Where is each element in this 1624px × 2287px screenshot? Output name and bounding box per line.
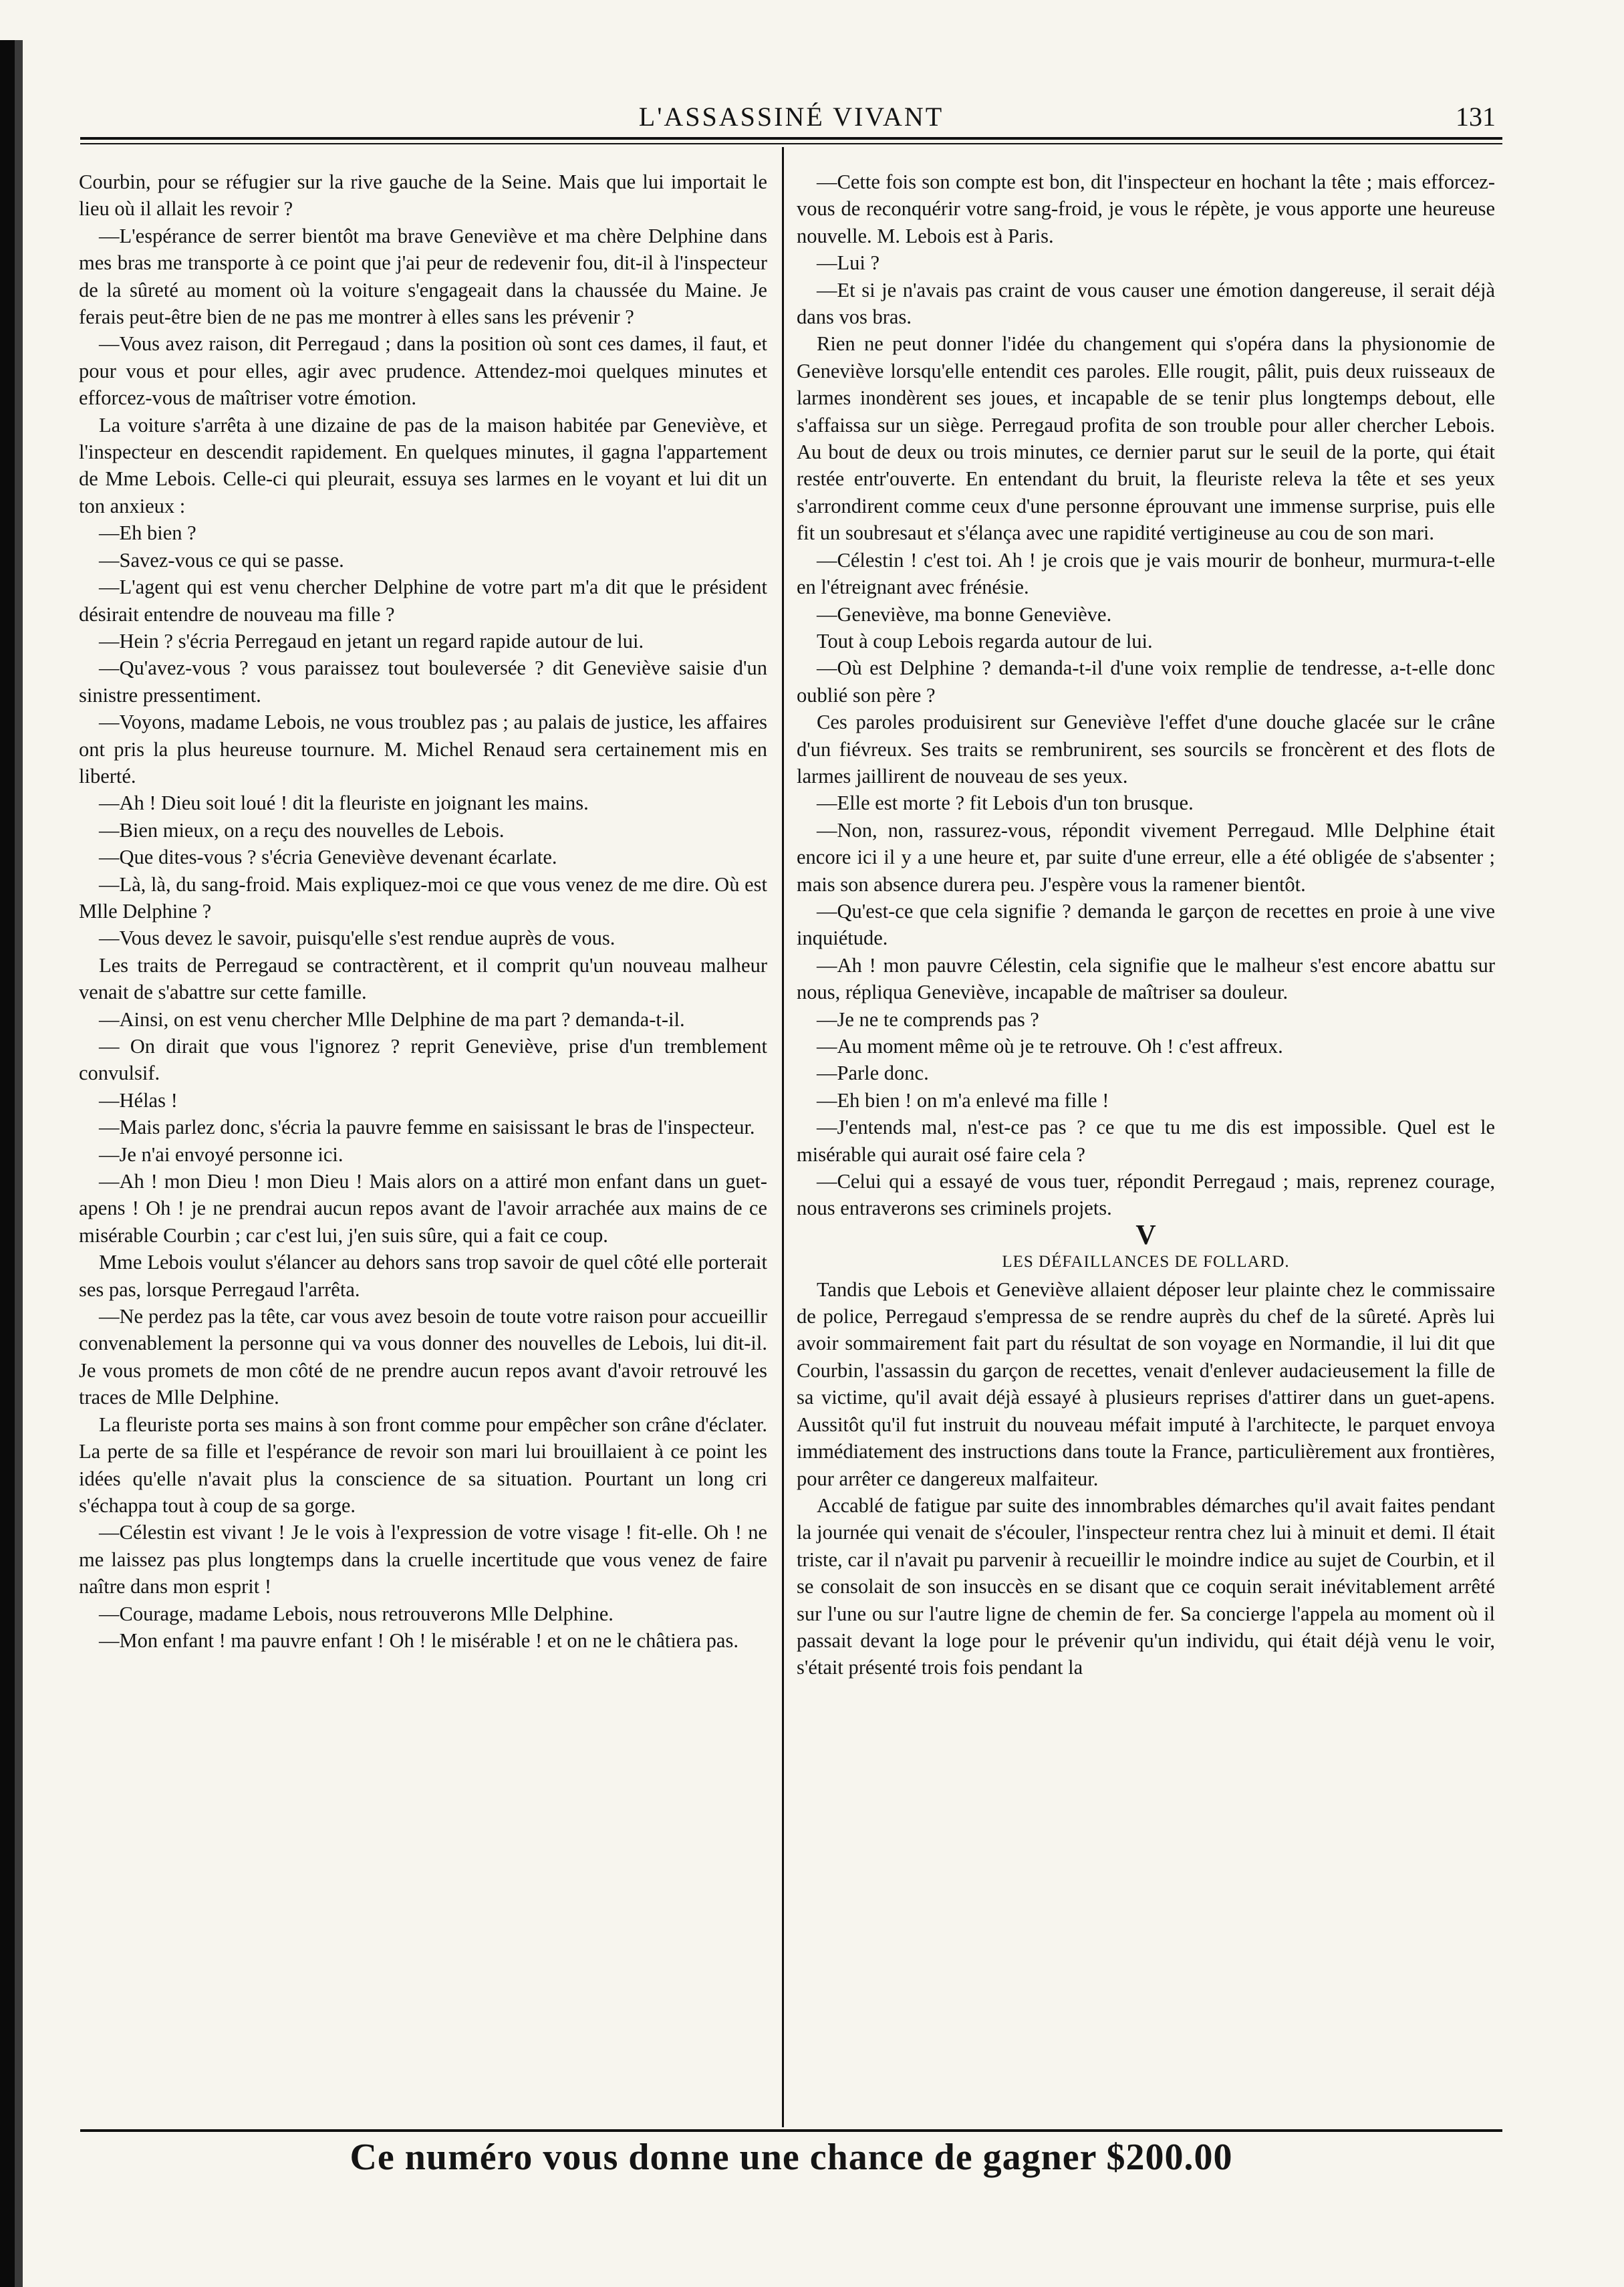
paragraph: La fleuriste porta ses mains à son front comme pour empêcher son crâne d'éclater. La perte de sa fille et l'espérance de revoir son mari lui brouillaient à ce point les idées qu'elle n'avait plus la conscience de sa situation. Pourtant un long cri s'échappa tout à coup de sa gorge. (79, 1413, 767, 1517)
paragraph: Mme Lebois voulut s'élancer au dehors sans trop savoir de quel côté elle porterait ses pas, lorsque Perregaud l'arrêta. (79, 1251, 767, 1301)
header-rule-thick (80, 137, 1502, 140)
paragraph: —J'entends mal, n'est-ce pas ? ce que tu me dis est impossible. Quel est le misérable qui aurait osé faire cela ? (797, 1116, 1495, 1166)
paragraph: —Ainsi, on est venu chercher Mlle Delphine de ma part ? demanda-t-il. (99, 1007, 685, 1031)
paragraph: —Ah ! mon pauvre Célestin, cela signifie que le malheur s'est encore abattu sur nous, répliqua Geneviève, incapable de maîtriser sa douleur. (797, 953, 1495, 1004)
running-header (80, 97, 1502, 137)
paragraph: —Elle est morte ? fit Lebois d'un ton brusque. (817, 792, 1194, 815)
paragraph: —Je ne te comprends pas ? (817, 1007, 1039, 1031)
page-number: 131 (1456, 102, 1496, 132)
chapter-number: V (1135, 1219, 1156, 1251)
paragraph: —Célestin ! c'est toi. Ah ! je crois que je vais mourir de bonheur, murmura-t-elle en l'étreignant avec frénésie. (797, 548, 1495, 599)
paragraph: —Je n'ai envoyé personne ici. (99, 1142, 344, 1166)
paragraph: —Mais parlez donc, s'écria la pauvre femme en saisissant le bras de l'inspecteur. (99, 1116, 755, 1139)
paragraph: —Savez-vous ce qui se passe. (99, 548, 344, 572)
paragraph: —Eh bien ! on m'a enlevé ma fille ! (817, 1088, 1109, 1112)
paragraph: —Bien mieux, on a reçu des nouvelles de Lebois. (99, 818, 505, 842)
paragraph: —Vous devez le savoir, puisqu'elle s'est rendue auprès de vous. (99, 927, 616, 950)
paragraph: —Là, là, du sang-froid. Mais expliquez-moi ce que vous venez de me dire. Où est Mlle Delphine ? (79, 872, 767, 923)
paragraph: —Où est Delphine ? demanda-t-il d'une voix remplie de tendresse, a-t-elle donc oublié son père ? (797, 656, 1495, 707)
paragraph: —Courage, madame Lebois, nous retrouverons Mlle Delphine. (99, 1602, 614, 1625)
paragraph: Tout à coup Lebois regarda autour de lui. (817, 629, 1153, 652)
paragraph: —Et si je n'avais pas craint de vous causer une émotion dangereuse, il serait déjà dans vos bras. (797, 278, 1495, 329)
paragraph: —Celui qui a essayé de vous tuer, répondit Perregaud ; mais, reprenez courage, nous entraverons ses criminels projets. (797, 1170, 1495, 1220)
left-column (79, 168, 767, 1654)
paragraph: —Voyons, madame Lebois, ne vous troublez pas ; au palais de justice, les affaires ont pris la plus heureuse tournure. M. Michel Renaud sera certainement mis en liberté. (79, 711, 767, 788)
paragraph: Tandis que Lebois et Geneviève allaient déposer leur plainte chez le commissaire de police, Perregaud s'empressa de se rendre auprès du chef de la sûreté. Après lui avoir sommairement fait part du résultat de son voyage en Normandie, il lui dit que Courbin, l'assassin du garçon de recettes, venait d'enlever audacieusement la fille de sa victime, qu'il avait déjà essayé à plusieurs reprises d'attirer dans un guet-apens. Aussitôt qu'il fut instruit du nouveau méfait imputé à l'architecte, le parquet envoya immédiatement des instructions dans toute la France, particulièrement aux frontières, pour arrêter ce dangereux malfaiteur. (797, 1278, 1495, 1490)
paragraph: —Eh bien ? (99, 521, 196, 545)
paragraph: La voiture s'arrêta à une dizaine de pas de la maison habitée par Geneviève, et l'inspecteur en descendit rapidement. En quelques minutes, il gagna l'appartement de Mme Lebois. Celle-ci qui pleurait, essuya ses larmes en le voyant et lui dit un ton anxieux : (79, 413, 767, 517)
paragraph: —Vous avez raison, dit Perregaud ; dans la position où sont ces dames, il faut, et pour vous et pour elles, agir avec prudence. Attendez-moi quelques minutes et efforcez-vous de maîtriser votre émotion. (79, 332, 767, 410)
paragraph: —Que dites-vous ? s'écria Geneviève devenant écarlate. (99, 846, 557, 869)
paragraph: —Ne perdez pas la tête, car vous avez besoin de toute votre raison pour accueillir convenablement la personne qui va vous donner des nouvelles de Lebois, lui dit-il. Je vous promets de mon côté de ne prendre aucun repos avant d'avoir retrouvé les traces de Mlle Delphine. (79, 1305, 767, 1409)
paragraph: —Ah ! Dieu soit loué ! dit la fleuriste en joignant les mains. (99, 792, 589, 815)
paragraph: —L'espérance de serrer bientôt ma brave Geneviève et ma chère Delphine dans mes bras me transporte à ce point que j'ai peur de redevenir fou, dit-il à l'inspecteur de la sûreté au moment où la voiture s'engageait dans la chaussée du Maine. Je ferais peut-être bien de ne pas me montrer à elles sans les prévenir ? (79, 224, 767, 329)
paragraph: — On dirait que vous l'ignorez ? reprit Geneviève, prise d'un tremblement convulsif. (79, 1035, 767, 1085)
paragraph: Courbin, pour se réfugier sur la rive gauche de la Seine. Mais que lui importait le lieu où il allait les revoir ? (79, 170, 767, 221)
paragraph: Les traits de Perregaud se contractèrent, et il comprit qu'un nouveau malheur venait de s'abattre sur cette famille. (79, 953, 767, 1004)
paragraph: —Hein ? s'écria Perregaud en jetant un regard rapide autour de lui. (99, 629, 644, 652)
paragraph: Accablé de fatigue par suite des innombrables démarches qu'il avait faites pendant la journée qui venait de s'écouler, l'inspecteur rentra chez lui à minuit et demi. Il était triste, car il n'avait pu parvenir à recueillir le moindre indice au sujet de Courbin, et il se consolait de son insuccès en se disant que ce coquin serait inévitablement arrêté sur l'une ou sur l'autre ligne de chemin de fer. Sa concierge l'appela au moment où il passait devant la loge pour le prévenir qu'un individu, qui était déjà venu le voir, s'était présenté trois fois pendant la (797, 1493, 1495, 1679)
chapter-title: LES DÉFAILLANCES DE FOLLARD. (1002, 1253, 1290, 1272)
running-title: L'ASSASSINÉ VIVANT (638, 102, 944, 132)
paragraph: Ces paroles produisirent sur Geneviève l'effet d'une douche glacée sur le crâne d'un fiévreux. Ses traits se rembrunirent, ses sourcils se froncèrent et des flots de larmes jaillirent de nouveau de ses yeux. (797, 711, 1495, 788)
paragraph: —L'agent qui est venu chercher Delphine de votre part m'a dit que le président désirait entendre de nouveau ma fille ? (79, 576, 767, 626)
paragraph: —Qu'avez-vous ? vous paraissez tout bouleversée ? dit Geneviève saisie d'un sinistre pressentiment. (79, 656, 767, 707)
paragraph: —Célestin est vivant ! Je le vois à l'expression de votre visage ! fit-elle. Oh ! ne me laissez pas plus longtemps dans la cruelle incertitude que vous venez de faire naître dans mon esprit ! (79, 1521, 767, 1598)
paragraph: Rien ne peut donner l'idée du changement qui s'opéra dans la physionomie de Geneviève lorsqu'elle entendit ces paroles. Elle rougit, pâlit, puis deux ruisseaux de larmes inondèrent ses joues, et incapable de se tenir plus longtemps debout, elle s'affaissa sur un siège. Perregaud profita de son trouble pour aller chercher Lebois. Au bout de deux ou trois minutes, ce dernier parut sur le seuil de la porte, qui était restée entr'ouverte. En entendant du bruit, la fleuriste releva la tête et ses yeux s'arrondirent comme ceux d'une personne éprouvant une immense surprise, puis elle fit un soubresaut et s'élança avec une rapidité vertigineuse au cou de son mari. (797, 332, 1495, 545)
paragraph: —Mon enfant ! ma pauvre enfant ! Oh ! le misérable ! et on ne le châtiera pas. (99, 1629, 738, 1652)
paragraph: —Geneviève, ma bonne Geneviève. (817, 602, 1112, 626)
column-divider (782, 147, 784, 2127)
paragraph: —Lui ? (817, 251, 880, 275)
paragraph: —Cette fois son compte est bon, dit l'inspecteur en hochant la tête ; mais efforcez-vous de reconquérir votre sang-froid, je vous le répète, je vous apporte une heureuse nouvelle. M. Lebois est à Paris. (797, 170, 1495, 247)
paragraph: —Non, non, rassurez-vous, répondit vivement Perregaud. Mlle Delphine était encore ici il y a une heure et, par suite d'une erreur, elle a été obligée de s'absenter ; mais son absence durera peu. J'espère vous la ramener bientôt. (797, 818, 1495, 896)
footer-rule (80, 2129, 1502, 2132)
paragraph: —Parle donc. (817, 1062, 929, 1085)
paragraph: —Ah ! mon Dieu ! mon Dieu ! Mais alors on a attiré mon enfant dans un guet-apens ! Oh ! je ne prendrai aucun repos avant de l'avoir arrachée aux mains de ce misérable Courbin ; car c'est lui, j'en suis sûre, qui a fait ce coup. (79, 1170, 767, 1247)
promo-banner: Ce numéro vous donne une chance de gagner $200.00 (350, 2137, 1233, 2178)
paragraph: —Qu'est-ce que cela signifie ? demanda le garçon de recettes en proie à une vive inquiétude. (797, 899, 1495, 950)
right-column (797, 168, 1495, 1681)
page-binding-edge (0, 40, 40, 2287)
paragraph: —Au moment même où je te retrouve. Oh ! c'est affreux. (817, 1035, 1283, 1058)
paragraph: —Hélas ! (99, 1088, 178, 1112)
header-rule-thin (80, 143, 1502, 144)
